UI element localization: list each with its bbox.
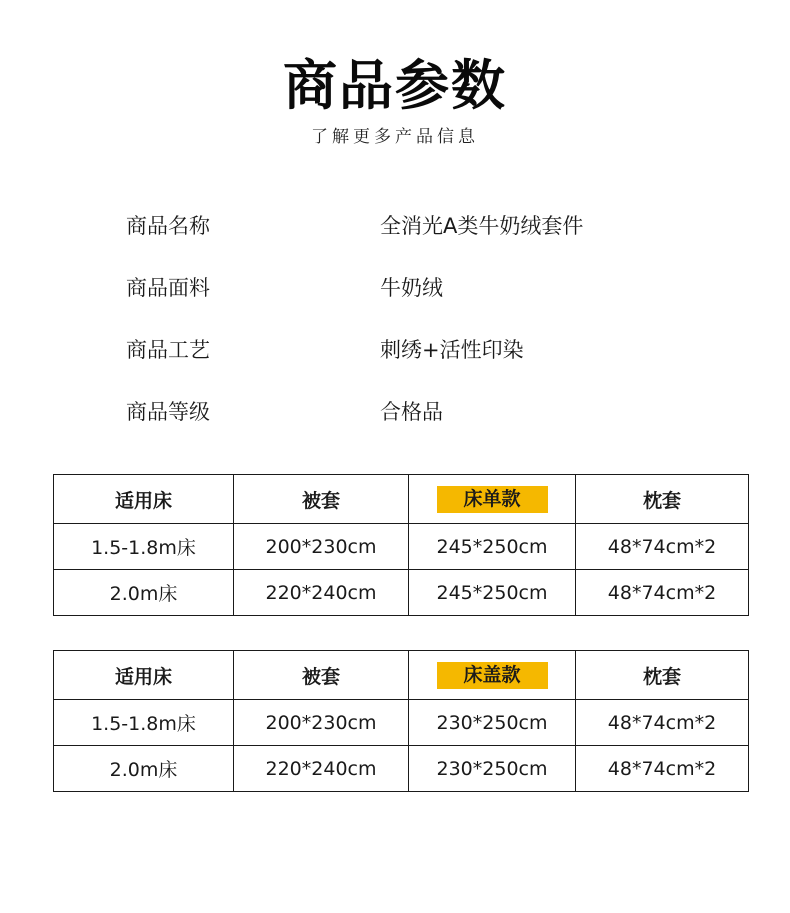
table-cell: 230*250cm	[409, 746, 576, 792]
header-cell: 被套	[234, 475, 409, 524]
table-cell: 200*230cm	[234, 524, 409, 570]
table-cell: 2.0m床	[54, 746, 234, 792]
table-row	[54, 570, 749, 616]
table-header-row	[54, 475, 749, 524]
table-cell: 48*74cm*2	[576, 524, 749, 570]
param-label: 商品名称	[126, 214, 210, 238]
table-cell: 220*240cm	[234, 746, 409, 792]
table-row	[54, 524, 749, 570]
param-row-grade	[126, 397, 686, 427]
header-cell: 枕套	[576, 651, 749, 700]
header-cell-highlight	[409, 651, 576, 700]
param-label: 商品面料	[126, 276, 210, 300]
table-cell: 1.5-1.8m床	[54, 524, 234, 570]
table-row	[54, 700, 749, 746]
table-cell: 220*240cm	[234, 570, 409, 616]
param-value: 刺绣+活性印染	[380, 338, 524, 362]
page-subtitle: 了解更多产品信息	[311, 127, 479, 147]
table-row	[54, 746, 749, 792]
header-cell: 适用床	[54, 651, 234, 700]
param-row-craft	[126, 335, 686, 365]
header-cell: 枕套	[576, 475, 749, 524]
table-cell: 48*74cm*2	[576, 700, 749, 746]
header-cell: 被套	[234, 651, 409, 700]
table-cell: 245*250cm	[409, 570, 576, 616]
table-cell: 2.0m床	[54, 570, 234, 616]
param-value: 合格品	[380, 400, 443, 424]
param-row-name	[126, 211, 686, 241]
size-table-sheet	[53, 474, 749, 616]
param-value: 全消光A类牛奶绒套件	[380, 214, 584, 238]
page-title: 商品参数	[283, 54, 507, 117]
table-cell: 200*230cm	[234, 700, 409, 746]
param-value: 牛奶绒	[380, 276, 443, 300]
table-cell: 48*74cm*2	[576, 746, 749, 792]
header-cell-highlight	[409, 475, 576, 524]
size-table-coverlet	[53, 650, 749, 792]
table-cell: 1.5-1.8m床	[54, 700, 234, 746]
highlight-badge: 床盖款	[437, 662, 548, 689]
table-cell: 48*74cm*2	[576, 570, 749, 616]
header-cell: 适用床	[54, 475, 234, 524]
param-label: 商品工艺	[126, 338, 210, 362]
param-label: 商品等级	[126, 400, 210, 424]
table-header-row	[54, 651, 749, 700]
highlight-badge: 床单款	[437, 486, 548, 513]
table-cell: 230*250cm	[409, 700, 576, 746]
table-cell: 245*250cm	[409, 524, 576, 570]
param-row-fabric	[126, 273, 686, 303]
